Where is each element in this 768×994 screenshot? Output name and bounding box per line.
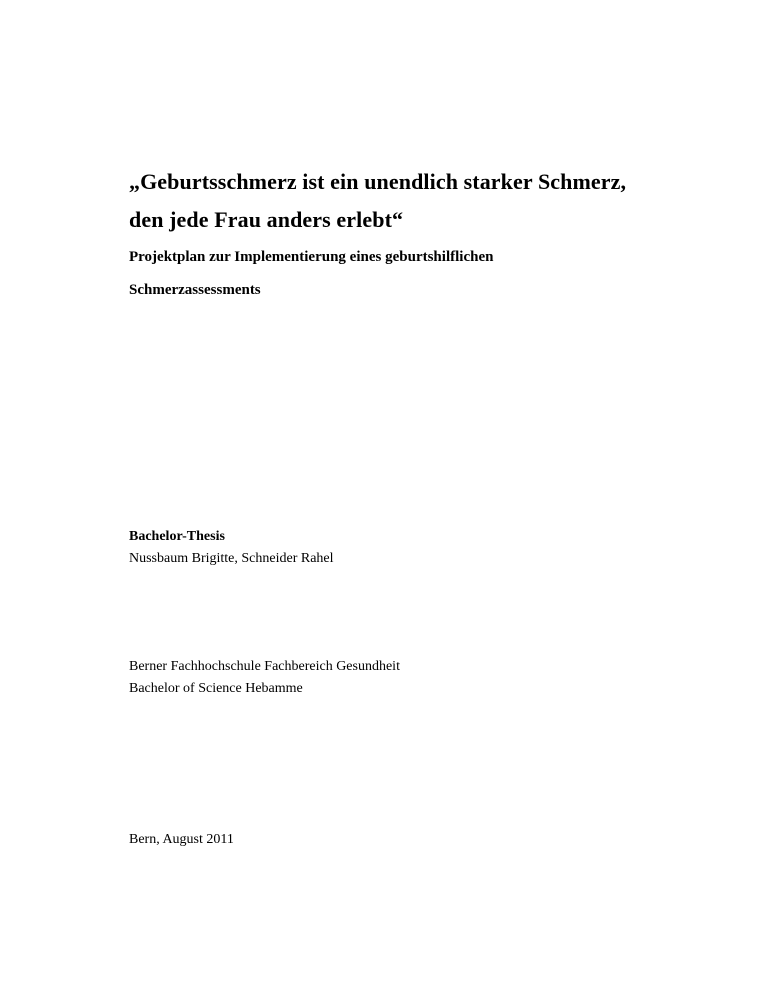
thesis-info-block	[129, 526, 689, 570]
institution: Berner Fachhochschule Fachbereich Gesundheit	[129, 659, 400, 674]
degree: Bachelor of Science Hebamme	[129, 681, 303, 696]
thesis-title-line-2: den jede Frau anders erlebt“	[129, 207, 404, 232]
institution-block	[129, 656, 689, 700]
thesis-subtitle	[129, 241, 689, 307]
title-block	[129, 163, 689, 307]
authors: Nussbaum Brigitte, Schneider Rahel	[129, 551, 334, 566]
thesis-subtitle-line-2: Schmerzassessments	[129, 282, 261, 298]
place-date: Bern, August 2011	[129, 832, 234, 847]
thesis-subtitle-line-1: Projektplan zur Implementierung eines geburtshilflichen	[129, 249, 494, 265]
thesis-title	[129, 163, 689, 239]
thesis-type: Bachelor-Thesis	[129, 529, 225, 544]
thesis-title-line-1: „Geburtsschmerz ist ein unendlich starker Schmerz,	[129, 169, 627, 194]
